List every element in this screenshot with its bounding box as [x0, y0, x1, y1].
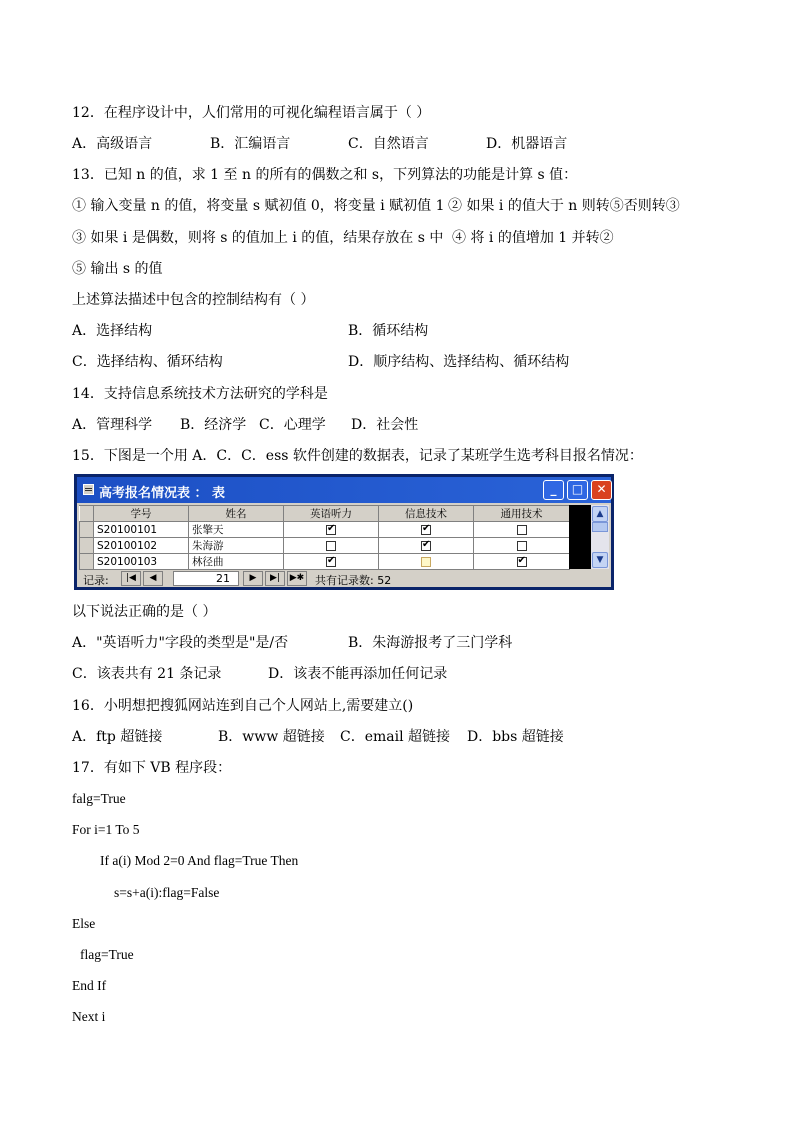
- access-table-window: [74, 474, 614, 590]
- table-row: [80, 554, 570, 570]
- record-navigator: [79, 571, 609, 587]
- checkbox[interactable]: [326, 557, 336, 567]
- q16-option-c: C．email 超链接: [340, 729, 451, 745]
- window-title: 高考报名情况表 ： 表: [99, 486, 226, 501]
- checkbox[interactable]: [517, 525, 527, 535]
- record-total: 共有记录数: 52: [315, 574, 392, 587]
- header-row: [80, 506, 570, 522]
- q16-stem: 16．小明想把搜狐网站连到自己个人网站上,需要建立(): [72, 698, 414, 714]
- cell-name[interactable]: 林径曲: [189, 554, 284, 570]
- prev-record-icon[interactable]: ◀: [143, 571, 163, 586]
- checkbox[interactable]: [421, 541, 431, 551]
- checkbox[interactable]: [326, 541, 336, 551]
- q15-option-c: C．该表共有 21 条记录: [72, 666, 222, 682]
- q12-option-a: A．高级语言: [72, 136, 153, 152]
- q13-question: 上述算法描述中包含的控制结构有（ ）: [72, 292, 315, 308]
- q12-option-b: B．汇编语言: [210, 136, 291, 152]
- cell-id[interactable]: S20100102: [94, 538, 189, 554]
- column-header-english[interactable]: 英语听力: [284, 506, 379, 522]
- table-row: [80, 522, 570, 538]
- first-record-icon[interactable]: |◀: [121, 571, 141, 586]
- code-line: Next i: [72, 1009, 106, 1024]
- q13-step-4: ④ 将 i 的值增加 1 并转②: [452, 230, 614, 246]
- minimize-button[interactable]: _: [543, 480, 564, 500]
- q15-question: 以下说法正确的是（ ）: [72, 604, 217, 620]
- q13-step-3: ③ 如果 i 是偶数，则将 s 的值加上 i 的值，结果存放在 s 中: [72, 230, 444, 246]
- q13-stem: 13．已知 n 的值，求 1 至 n 的所有的偶数之和 s，下列算法的功能是计算 s 值：: [72, 167, 578, 183]
- cell-name[interactable]: 朱海游: [189, 538, 284, 554]
- q14-option-b: B．经济学: [180, 417, 247, 433]
- window-client: [77, 503, 611, 587]
- checkbox[interactable]: [421, 525, 431, 535]
- row-selector[interactable]: [80, 538, 94, 554]
- q15-stem: 15．下图是一个用 A．C．C．ess 软件创建的数据表，记录了某班学生选考科目报名情况：: [72, 448, 643, 464]
- checkbox[interactable]: [421, 557, 431, 567]
- cell-name[interactable]: 张擎天: [189, 522, 284, 538]
- scroll-up-icon[interactable]: ▲: [592, 506, 608, 522]
- q15-option-d: D．该表不能再添加任何记录: [268, 666, 448, 682]
- window-titlebar[interactable]: [77, 477, 611, 503]
- maximize-button[interactable]: □: [567, 480, 588, 500]
- scroll-down-icon[interactable]: ▼: [592, 552, 608, 568]
- code-line: End If: [72, 978, 107, 993]
- code-line: flag=True: [80, 947, 134, 962]
- code-line: For i=1 To 5: [72, 822, 140, 837]
- row-selector[interactable]: [80, 522, 94, 538]
- current-record-input[interactable]: 21: [173, 571, 239, 586]
- q14-stem: 14．支持信息系统技术方法研究的学科是: [72, 386, 328, 402]
- cell-id[interactable]: S20100101: [94, 522, 189, 538]
- q14-option-d: D．社会性: [351, 417, 419, 433]
- checkbox[interactable]: [517, 557, 527, 567]
- row-selector[interactable]: [80, 554, 94, 570]
- q12-stem: 12．在程序设计中，人们常用的可视化编程语言属于（ ）: [72, 105, 431, 121]
- q16-option-b: B．www 超链接: [218, 729, 325, 745]
- q14-option-a: A．管理科学: [72, 417, 153, 433]
- cell-id[interactable]: S20100103: [94, 554, 189, 570]
- q14-option-c: C．心理学: [259, 417, 326, 433]
- q15-option-a: A．"英语听力"字段的类型是"是/否: [72, 635, 289, 651]
- q17-stem: 17．有如下 VB 程序段：: [72, 760, 232, 776]
- column-header-general[interactable]: 通用技术: [474, 506, 570, 522]
- q12-option-c: C．自然语言: [348, 136, 429, 152]
- q16-option-d: D．bbs 超链接: [467, 729, 564, 745]
- q13-option-d: D．顺序结构、选择结构、循环结构: [348, 354, 570, 370]
- table-icon: [83, 484, 94, 495]
- code-line: Else: [72, 916, 96, 931]
- column-header-it[interactable]: 信息技术: [379, 506, 474, 522]
- column-header-name[interactable]: 姓名: [189, 506, 284, 522]
- q13-step-5: ⑤ 输出 s 的值: [72, 261, 163, 277]
- empty-grid-area: [569, 505, 591, 569]
- q13-option-b: B．循环结构: [348, 323, 429, 339]
- checkbox[interactable]: [517, 541, 527, 551]
- q13-option-c: C．选择结构、循环结构: [72, 354, 223, 370]
- q12-option-d: D．机器语言: [486, 136, 568, 152]
- q16-option-a: A．ftp 超链接: [72, 729, 163, 745]
- q15-option-b: B．朱海游报考了三门学科: [348, 635, 513, 651]
- scroll-thumb[interactable]: [592, 522, 608, 532]
- checkbox[interactable]: [326, 525, 336, 535]
- next-record-icon[interactable]: ▶: [243, 571, 263, 586]
- record-label: 记录:: [83, 574, 109, 587]
- corner-selector[interactable]: [80, 506, 94, 522]
- code-line: If a(i) Mod 2=0 And flag=True Then: [100, 853, 299, 868]
- q13-step-1: ① 输入变量 n 的值，将变量 s 赋初值 0，将变量 i 赋初值 1: [72, 198, 445, 214]
- close-button[interactable]: ✕: [591, 480, 612, 500]
- q13-option-a: A．选择结构: [72, 323, 153, 339]
- table-row: [80, 538, 570, 554]
- new-record-icon[interactable]: ▶✱: [287, 571, 307, 586]
- q13-step-2: ② 如果 i 的值大于 n 则转⑤否则转③: [448, 198, 680, 214]
- last-record-icon[interactable]: ▶|: [265, 571, 285, 586]
- code-line: falg=True: [72, 791, 126, 806]
- datasheet-grid: [79, 505, 570, 570]
- code-line: s=s+a(i):flag=False: [114, 885, 220, 900]
- column-header-id[interactable]: 学号: [94, 506, 189, 522]
- vertical-scrollbar[interactable]: [591, 505, 609, 569]
